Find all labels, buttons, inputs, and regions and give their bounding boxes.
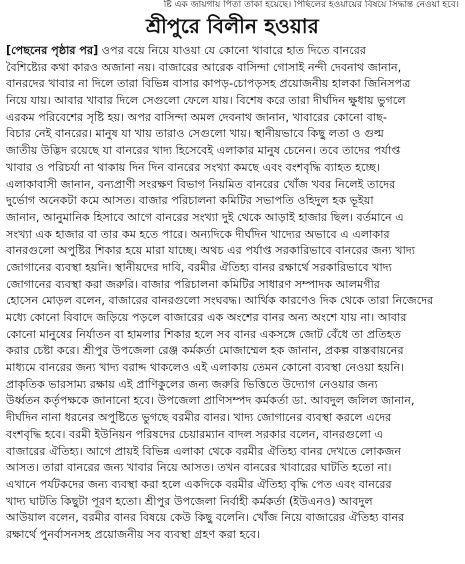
article-line: কোনো মানুষের নির্যাতন বা হামলার শিকার হলে সব বানর একসঙ্গে জোট বেঁধে তা প্রতিহত: [6, 327, 401, 341]
article-line: সংখ্যা এক হাজার বা তার কম হতে পারে। অন্যদিকে দীর্ঘদিন খাদ্যের অভাবে এ এলাকার: [6, 227, 390, 241]
article-line: [6, 43, 459, 60]
article-line: বানরদের খাবার না দিলে তারা বিভিন্ন বাসার কাপড়-চোপড়সহ প্রয়োজনীয় হালকা জিনিসপত্র: [6, 77, 411, 91]
article-line: জোগানের ব্যবস্থা হয়নি। স্থানীয়দের দাবি, বরমীর ঐতিহ্য বানর রক্ষার্থে সরকারিভাবে খাদ্য: [6, 260, 392, 274]
article-line: হোসেন মোড়ল বলেন, বাজারের বানরগুলো সংঘবদ্ধ। আর্থিক কারণেও দিক থেকে তারা নিজেদের: [6, 294, 434, 308]
continuation-kicker: [পেছনের পৃষ্ঠার পর]: [6, 44, 99, 57]
previous-article-fragment: ষ্টি এক জায়গায় পিতা তাকা হয়েছে। পিছিলের হওয়ায়ের বিষয়ে সিদ্ধান্ত নেওয়া হবে।: [163, 0, 459, 10]
article-line: নিয়ে যায়। আবার খাবার দিলে সেগুলো ফেলে যায়। বিশেষ করে তারা দীর্ঘদিন ক্ষুধায় ভুগলে: [6, 94, 406, 108]
article-line: খাবার ও পরিচর্যা না থাকায় দিন দিন বানরের সংখ্যা কমছে এবং বংশবৃদ্ধি ব্যাহত হচ্ছে।: [6, 160, 381, 174]
article-body: [6, 43, 459, 544]
article-line: মধ্যে কোনো বিবাদে জড়িয়ে পড়লে বাজারের এক অংশের বানর অন্য অংশে যায় না। আবার: [6, 311, 407, 324]
article-line-text: ওপর বয়ে নিয়ে যাওয়া যে কোনো খাবারে হাত দিতে বানরের: [101, 44, 367, 57]
article-line: আউয়াল বলেন, বরমীর বানর বিষয়ে কেউ কিছু বলেনি। খোঁজ নিয়ে বাজারের ঐতিহ্য বানর: [6, 511, 405, 525]
article-line: খাদ্য ঘাটতি কিছুটা পূরণ হতো। শ্রীপুর উপজেলা নির্বাহী কর্মকর্তা (ইউএনও) আবদুল: [6, 494, 373, 508]
article-line: দীর্ঘদিন নানা ধরনের অপুষ্টিতে ভুগছে বরমীর বানর। খাদ্য জোগানের ব্যবস্থা করলে এদের: [6, 411, 392, 425]
article-line: জোগানের ব্যবস্থা করা জরুরি। বাজার পরিচালনা কমিটির সাধারণ সম্পাদক আলমগীর: [6, 277, 380, 291]
article-line: করার চেষ্টা করে। শ্রীপুর উপজেলা রেঞ্জ কর্মকর্তা মোজাম্মেল হক জানান, প্রকল্প বাস্তবায়নের: [6, 344, 404, 358]
article-line: দুর্ভোগ অনেকটা কমে আসত। বাজার পরিচালনা কমিটির সভাপতি ওহিদুল হক ভূইয়া: [6, 194, 374, 208]
article-line: এখানে পর্যটকদের জন্য ব্যবস্থা করা হলে একদিকে বরমীর ঐতিহ্য বৃদ্ধি পেত এবং বানরের: [6, 477, 392, 491]
article-line: উর্ধ্বতন কর্তৃপক্ষকে জানানো হবে। উপজেলা প্রাণিসম্পদ কর্মকর্তা ডা. আবদুল জলিল জানান,: [6, 394, 415, 408]
article-line: বংশবৃদ্ধি হবে। বরমী ইউনিয়ন পরিষদের চেয়ারম্যান বাদল সরকার বলেন, বানরগুলো এ: [6, 427, 384, 441]
article-line: বৈশিষ্ট্যের কথা কারও অজানা নয়। বাজারের আরেক বাসিন্দা গোসাই নন্দী দেবনাথ জানান,: [6, 60, 402, 74]
article-headline: শ্রীপুরে বিলীন হওয়ার: [146, 14, 319, 38]
article-line: বাজারের ঐতিহ্য। আগে প্রায়ই বিভিন্ন এলাকা থেকে বরমীর ঐতিহ্য বানর দেখতে লোকজন: [6, 444, 402, 458]
article-line: রক্ষার্থে পুনর্বাসনসহ প্রয়োজনীয় সব ব্যবস্থা গ্রহণ করা হবে।: [6, 527, 261, 541]
article-line: মাধ্যমে বানরের জন্য খাদ্য বরাদ্দ থাকলেও এই এলাকায় তেমন কোনো ব্যবস্থা নেওয়া হয়নি।: [6, 361, 405, 375]
article-line: প্রাকৃতিক ভারসাম্য রক্ষায় এই প্রাণিকুলের জন্য জরুরি ভিত্তিতে উদ্যোগ নেওয়ার জন্য: [6, 377, 378, 391]
article-line: বিচার নেই বানরের। মানুষ যা খায় তারাও সেগুলো খায়। স্থানীয়ভাবে কিছু লতা ও গুল্ম: [6, 127, 384, 141]
article-line: এলাকাবাসী জানান, বন্যপ্রাণী সংরক্ষণ বিভাগ নিয়মিত বানরের খোঁজ খবর নিলেই তাদের: [6, 177, 396, 191]
article-line: জানান, আনুমানিক হিসাবে আগে বানরের সংখ্যা দুই থেকে আড়াই হাজার ছিল। বর্তমানে এ: [6, 210, 404, 224]
article-line: জাতীয় উদ্ভিদ রয়েছে যা বানরের খাদ্য হিসেবেই এলাকার মানুষ চেনেন। তবে তাদের পর্যাপ্ত: [6, 144, 401, 158]
article-line: বানরগুলো অপুষ্টির শিকার হয়ে মারা যাচ্ছে। অথচ এর পর্যাপ্ত সরকারিভাবে বানরের জন্য খাদ্য: [6, 244, 415, 258]
article-line: আসত। তারা বানরের জন্য খাবার নিয়ে আসত। তখন বানরের খাবারের ঘাটতি হতো না।: [6, 461, 392, 475]
article-line: এরকম পরিবেশের সৃষ্টি হয়। অপর বাসিন্দা অমল দেবনাথ জানান, খাবারের কোনো বাছ-: [6, 110, 387, 124]
